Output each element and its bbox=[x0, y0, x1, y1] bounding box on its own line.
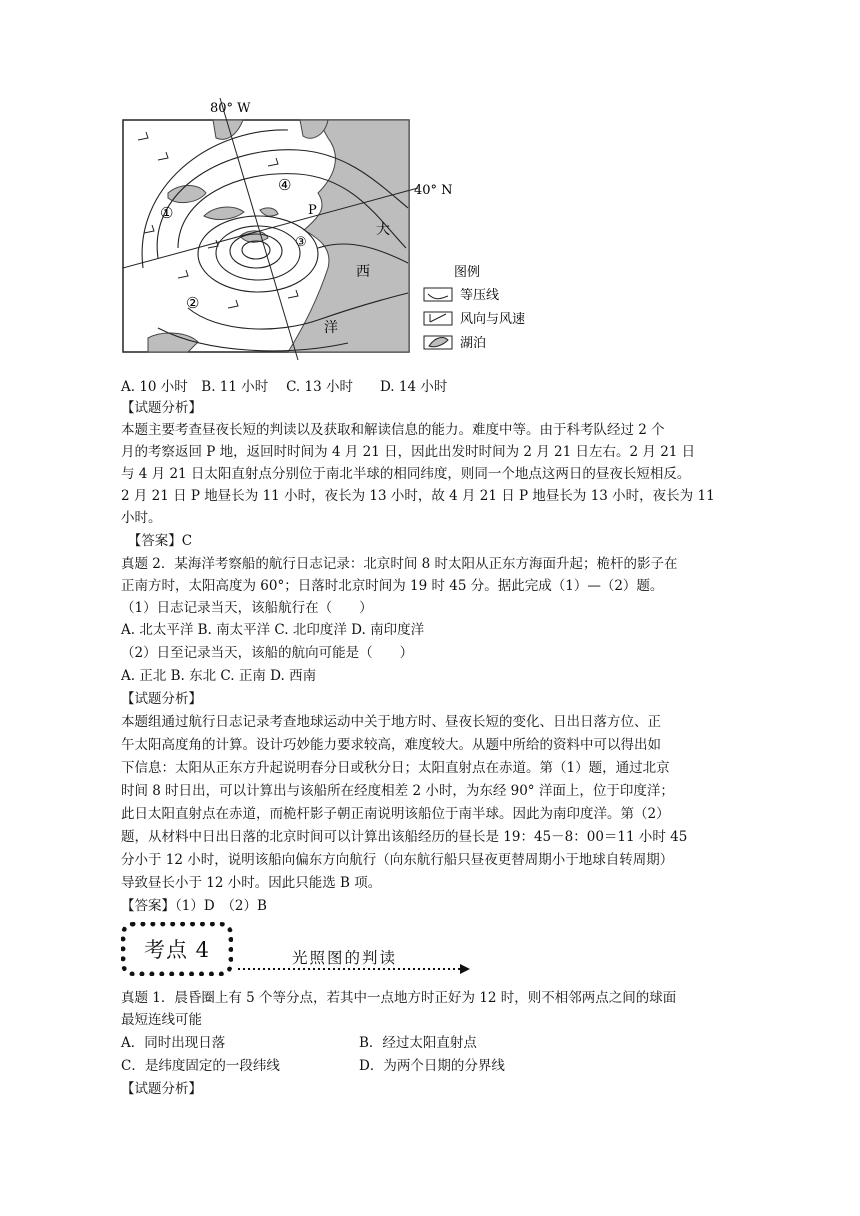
prev-analysis-line: 本题主要考查昼夜长短的判读以及获取和解读信息的能力。难度中等。由于科考队经过 2 个 bbox=[121, 422, 665, 438]
prev-analysis-line: 与 4 月 21 日太阳直射点分别位于南北半球的相同纬度，则同一个地点这两日的昼夜长短相反。 bbox=[121, 466, 691, 482]
region-label-3: ③ bbox=[295, 235, 307, 250]
q2-stem-line: 正南方时，太阳高度为 60°；日落时北京时间为 19 时 45 分。据此完成（1）—（2）题。 bbox=[121, 578, 664, 594]
map-legend bbox=[424, 265, 525, 351]
q2-analysis-line: 题，从材料中日出日落的北京时间可以计算出该船经历的昼长是 19：45－8：00＝11 小时 45 bbox=[121, 829, 688, 845]
q2-analysis-line: 分小于 12 小时，说明该船向偏东方向航行（向东航行船只昼夜更替周期小于地球自转周期） bbox=[121, 852, 674, 868]
prev-question-options: A. 10 小时 B. 11 小时 C. 13 小时 D. 14 小时 bbox=[121, 379, 448, 395]
section-badge bbox=[121, 922, 233, 976]
q2-analysis-line: 导致昼长小于 12 小时。因此只能选 B 项。 bbox=[121, 875, 382, 891]
prev-analysis-line: 月的考察返回 P 地，返回时时间为 4 月 21 日，因此出发时时间为 2 月 21 日左右。2 月 21 日 bbox=[121, 444, 696, 460]
prev-answer: 【答案】C bbox=[121, 533, 193, 549]
prev-analysis-line: 2 月 21 日 P 地昼长为 11 小时，夜长为 13 小时，故 4 月 21 日 P 地昼长为 13 小时，夜长为 11 bbox=[121, 488, 715, 504]
q2-answer: 【答案】（1）D （2）B bbox=[121, 898, 267, 914]
q2-sub2: （2）日至记录当天，该船的航向可能是（ ） bbox=[121, 645, 414, 661]
q2-sub1-options: A. 北太平洋 B. 南太平洋 C. 北印度洋 D. 南印度洋 bbox=[121, 622, 425, 638]
ocean-char-1: 大 bbox=[376, 222, 390, 238]
isobar-map bbox=[118, 98, 538, 360]
q2-analysis-line: 时间 8 时日出，可以计算出与该船所在经度相差 2 小时，为东经 90° 洋面上，位于印度洋； bbox=[121, 783, 674, 799]
point-p-label: P bbox=[308, 203, 317, 218]
legend-wind: 风向与风速 bbox=[460, 312, 526, 327]
q3-option-a: A．同时出现日落 bbox=[121, 1035, 226, 1051]
dotted-arrow-icon bbox=[236, 962, 472, 976]
q3-option-d: D．为两个日期的分界线 bbox=[359, 1058, 505, 1074]
ocean-char-3: 洋 bbox=[324, 320, 338, 336]
q3-stem-line: 真题 1．晨昏圈上有 5 个等分点，若其中一点地方时正好为 12 时，则不相邻两点之间的球面 bbox=[121, 990, 677, 1006]
q2-sub1: （1）日志记录当天，该船航行在（ ） bbox=[121, 600, 373, 616]
q2-sub2-options: A. 正北 B. 东北 C. 正南 D. 西南 bbox=[121, 668, 317, 684]
q3-option-b: B．经过太阳直射点 bbox=[359, 1035, 477, 1051]
section-title: 光照图的判读 bbox=[292, 949, 398, 967]
prev-analysis-label: 【试题分析】 bbox=[121, 400, 202, 416]
ocean-char-2: 西 bbox=[356, 264, 370, 280]
legend-title: 图例 bbox=[454, 265, 481, 280]
q2-stem-line: 真题 2．某海洋考察船的航行日志记录：北京时间 8 时太阳从正东方海面升起；桅杆的影子在 bbox=[121, 556, 678, 572]
legend-lake: 湖泊 bbox=[460, 336, 487, 351]
q2-analysis-line: 本题组通过航行日志记录考查地球运动中关于地方时、昼夜长短的变化、日出日落方位、正 bbox=[121, 714, 661, 730]
latitude-label: 40° N bbox=[414, 183, 453, 198]
q2-analysis-line: 午太阳高度角的计算。设计巧妙能力要求较高，难度较大。从题中所给的资料中可以得出如 bbox=[121, 737, 661, 753]
weather-map-figure bbox=[118, 98, 538, 360]
prev-analysis-line: 小时。 bbox=[121, 510, 162, 526]
q3-stem-line: 最短连线可能 bbox=[121, 1012, 202, 1028]
q2-analysis-line: 下信息：太阳从正东方升起说明春分日或秋分日；太阳直射点在赤道。第（1）题，通过北京 bbox=[121, 760, 670, 776]
longitude-label: 80° W bbox=[210, 101, 251, 116]
region-label-2: ② bbox=[186, 294, 200, 312]
legend-isobar: 等压线 bbox=[460, 288, 500, 303]
region-label-4: ④ bbox=[278, 176, 292, 194]
q3-analysis-label: 【试题分析】 bbox=[121, 1081, 202, 1097]
section-badge-text: 考点 4 bbox=[143, 938, 211, 962]
q2-analysis-label: 【试题分析】 bbox=[121, 691, 202, 707]
q3-option-c: C．是纬度固定的一段纬线 bbox=[121, 1058, 280, 1074]
q2-analysis-line: 此日太阳直射点在赤道，而桅杆影子朝正南说明该船位于南半球。因此为南印度洋。第（2） bbox=[121, 806, 670, 822]
region-label-1: ① bbox=[160, 204, 174, 222]
